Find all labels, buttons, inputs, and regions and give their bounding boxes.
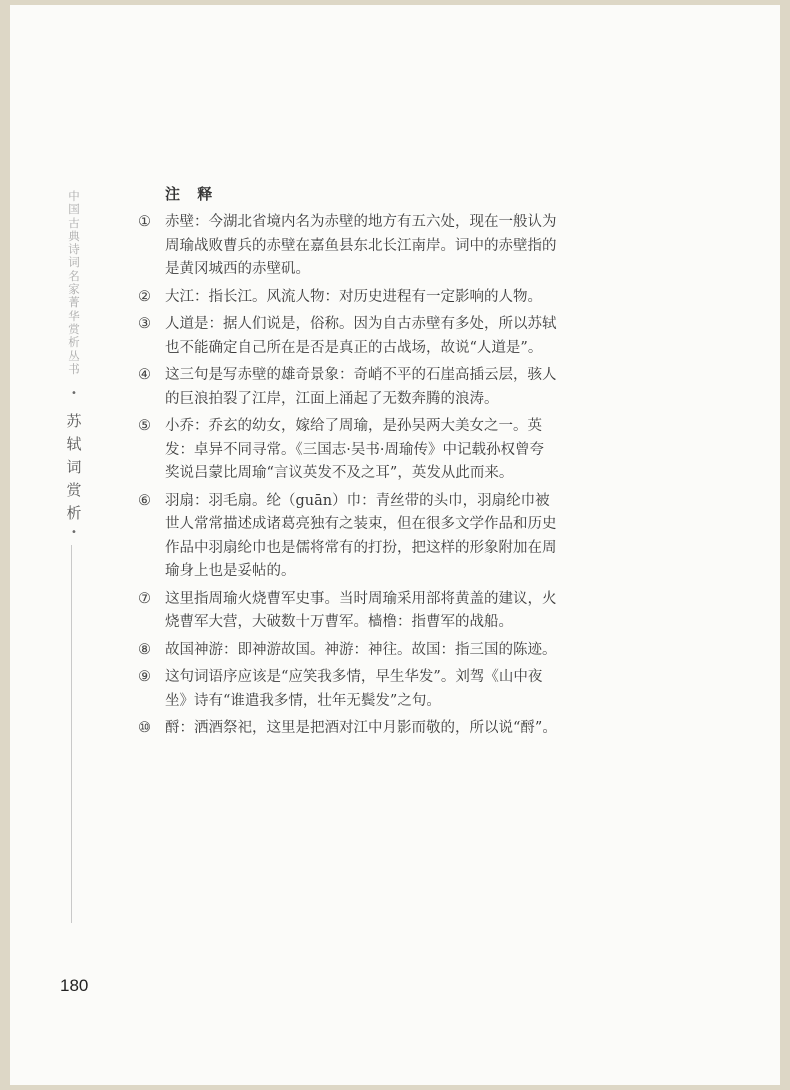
book-title: 苏轼词赏析 [66,412,82,522]
note-item [138,639,558,663]
note-item [138,666,558,713]
note-text: 这里指周瑜火烧曹军史事。当时周瑜采用部将黄盖的建议，火烧曹军大营，大破数十万曹军。樯橹：指曹军的战船。 [165,590,557,630]
note-number: ① [138,214,151,230]
note-item [138,490,558,584]
note-number: ⑩ [138,720,151,736]
note-number: ⑧ [138,641,151,658]
notes-heading: 注 释 [165,185,219,203]
note-text: 大江：指长江。风流人物：对历史进程有一定影响的人物。 [165,288,542,305]
sidebar-divider [71,545,72,923]
sidebar-bullet-bottom: • [71,527,77,538]
note-number: ④ [138,367,151,383]
note-item [138,211,558,282]
sidebar-bullet-top: • [71,388,77,399]
note-number: ⑥ [138,492,151,509]
series-title: 中国古典诗词名家菁华赏析丛书 [68,189,80,376]
note-number: ⑤ [138,418,151,434]
note-number: ⑦ [138,590,151,607]
note-text: 这句词语序应该是“应笑我多情，早生华发”。刘驾《山中夜坐》诗有“谁遣我多情，壮年无鬓发”之句。 [165,669,543,709]
note-number: ② [138,288,151,305]
note-item [138,286,558,310]
note-item [138,415,558,486]
note-item [138,588,558,635]
note-text: 人道是：据人们说是，俗称。因为自古赤壁有多处，所以苏轼也不能确定自己所在是否是真正的古战场，故说“人道是”。 [165,316,557,356]
note-item [138,313,558,360]
note-text: 酹：洒酒祭祀，这里是把酒对江中月影而敬的，所以说“酹”。 [165,720,557,736]
page-number: 180 [60,976,89,995]
note-item [138,717,558,741]
note-number: ⑨ [138,669,151,685]
notes-list [138,211,558,745]
note-text: 这三句是写赤壁的雄奇景象：奇峭不平的石崖高插云层，骇人的巨浪拍裂了江岸，江面上涌起了无数奔腾的浪涛。 [165,367,557,407]
note-item [138,364,558,411]
note-text: 故国神游：即神游故国。神游：神往。故国：指三国的陈迹。 [165,641,557,658]
note-text: 小乔：乔玄的幼女，嫁给了周瑜，是孙吴两大美女之一。英发：卓异不同寻常。《三国志·吴书·周瑜传》中记载孙权曾夸奖说吕蒙比周瑜“言议英发不及之耳”，英发从此而来。 [165,418,544,481]
note-text: 赤壁：今湖北省境内名为赤壁的地方有五六处，现在一般认为周瑜战败曹兵的赤壁在嘉鱼县东北长江南岸。词中的赤壁指的是黄冈城西的赤壁矶。 [165,214,557,277]
note-text: 羽扇：羽毛扇。纶（guān）巾：青丝带的头巾，羽扇纶巾被世人常常描述成诸葛亮独有之装束，但在很多文学作品和历史作品中羽扇纶巾也是儒将常有的打扮，把这样的形象附加在周瑜身上也是妥帖的。 [165,492,557,579]
note-number: ③ [138,316,151,332]
